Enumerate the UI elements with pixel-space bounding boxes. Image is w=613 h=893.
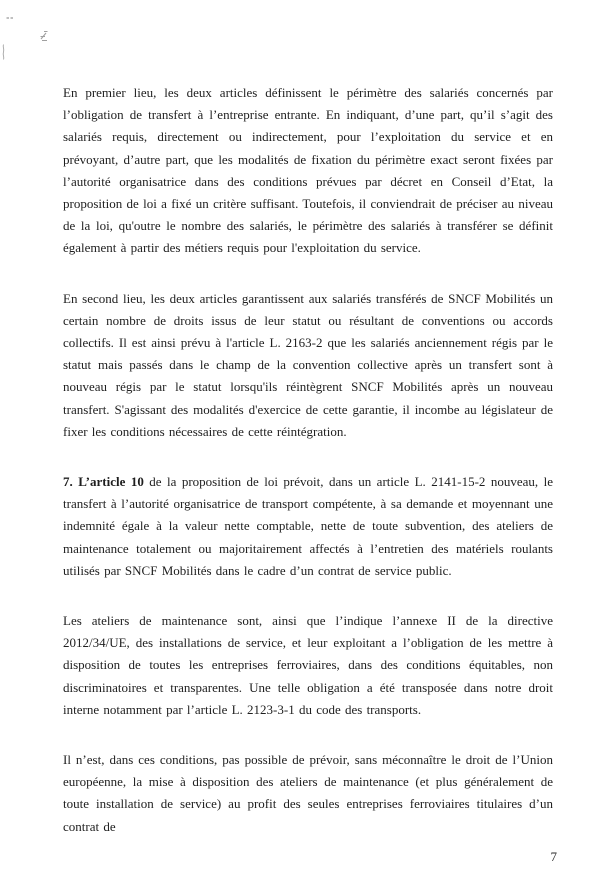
paragraph-1-text: En premier lieu, les deux articles définissent le périmètre des salariés concernés par l’obligation de transfert à l’entreprise entrante. En indiquant, d’une part, qu’il s’agit des salariés requis, directement ou indirectement, pour l’exploitation du service et en prévoyant, d’autre part, que les modalités de fixation du périmètre exact seront fixées par l’autorité organisatrice dans des conditions prévues par décret en Conseil d’Etat, la proposition de loi a fixé un critère suffisant. Toutefois, il conviendrait de préciser au niveau de la loi, qu'outre le nombre des salariés, le périmètre des salariés à transférer se définit également à partir des métiers requis pour l'exploitation du service. bbox=[63, 85, 553, 256]
scan-artifact-mark bbox=[6, 16, 14, 21]
document-body bbox=[63, 82, 553, 866]
page-number: 7 bbox=[550, 849, 557, 864]
paragraph-2 bbox=[63, 288, 553, 443]
paragraph-3 bbox=[63, 471, 553, 582]
paragraph-4-text: Les ateliers de maintenance sont, ainsi que l’indique l’annexe II de la directive 2012/34/UE, des installations de service, et leur exploitant a l’obligation de les mettre à disposition de toutes les entreprises ferroviaires, dans des conditions équitables, non discriminatoires et transparentes. Une telle obligation a été transposée dans notre droit interne notamment par l’article L. 2123-3-1 du code des transports. bbox=[63, 613, 553, 717]
paragraph-3-text: de la proposition de loi prévoit, dans un article L. 2141-15-2 nouveau, le transfert à l’autorité organisatrice de transport compétente, à sa demande et moyennant une indemnité égale à la valeur nette comptable, nette de toute subvention, des ateliers de maintenance totalement ou majoritairement affectés à l’entretien des matériels roulants utilisés par SNCF Mobilités dans le cadre d’un contrat de service public. bbox=[63, 474, 553, 578]
scan-artifact-vertical-mark bbox=[1, 44, 6, 60]
paragraph-4 bbox=[63, 610, 553, 721]
paragraph-2-text: En second lieu, les deux articles garantissent aux salariés transférés de SNCF Mobilités un certain nombre de droits issus de leur statut ou résultant de conventions ou accords collectifs. Il est ainsi prévu à l'article L. 2163-2 que les salariés anciennement régis par le statut mais passés dans le champ de la convention collective après un transfert sont à nouveau régis par le statut lorsqu'ils réintègrent SNCF Mobilités après un nouveau transfert. S'agissant des modalités d'exercice de cette garantie, il incombe au législateur de fixer les conditions nécessaires de cette réintégration. bbox=[63, 290, 553, 439]
paragraph-1 bbox=[63, 82, 553, 260]
scan-artifact-scribble bbox=[38, 30, 49, 42]
paragraph-3-lead: 7. L’article 10 bbox=[63, 474, 144, 490]
paragraph-5 bbox=[63, 749, 553, 838]
paragraph-5-text: Il n’est, dans ces conditions, pas possible de prévoir, sans méconnaître le droit de l’Union européenne, la mise à disposition des ateliers de maintenance (et plus généralement de toute installation de service) au profit des seules entreprises ferroviaires titulaires d’un contrat de bbox=[63, 752, 553, 834]
